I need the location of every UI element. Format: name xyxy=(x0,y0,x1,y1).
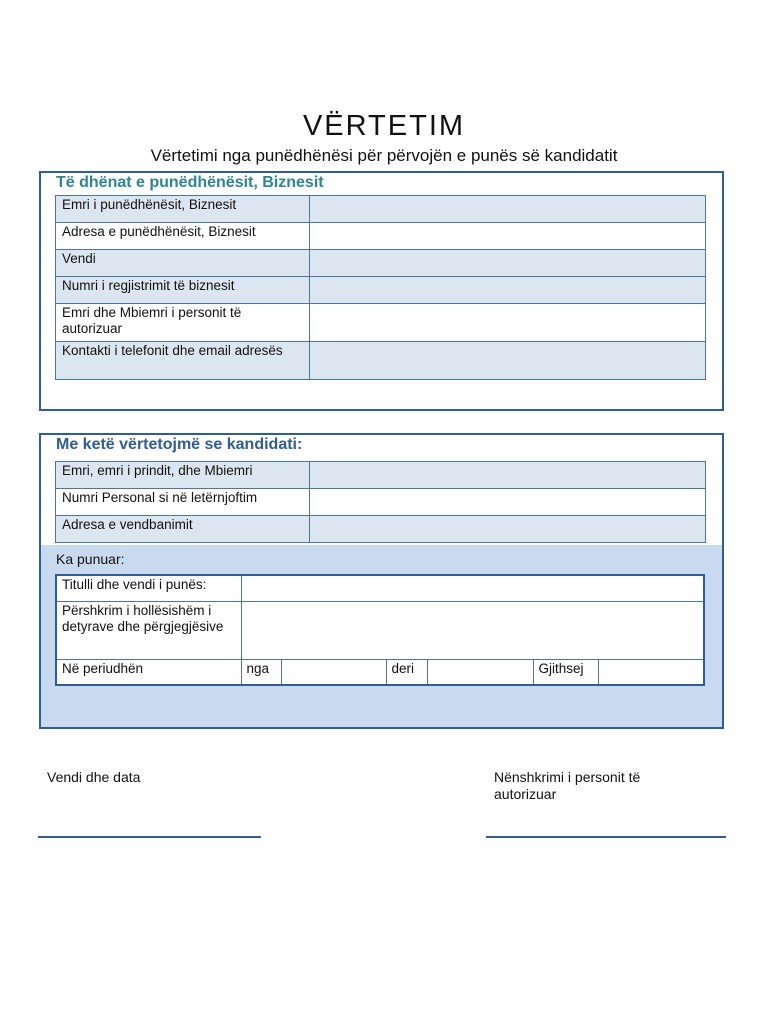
document-title: VËRTETIM xyxy=(302,110,466,142)
duties-description-label: Përshkrim i hollësishëm i detyrave dhe përgjegjësive xyxy=(56,601,241,659)
candidate-name-label: Emri, emri i prindit, dhe Mbiemri xyxy=(56,462,310,489)
place-date-line[interactable] xyxy=(38,836,261,838)
duties-description-field[interactable] xyxy=(241,601,704,659)
table-row xyxy=(56,250,706,277)
table-row xyxy=(56,575,704,601)
candidate-table xyxy=(55,461,706,543)
job-title-label: Titulli dhe vendi i punës: xyxy=(56,575,241,601)
total-label: Gjithsej xyxy=(533,659,598,685)
signature-line[interactable] xyxy=(486,836,726,838)
authorized-person-field[interactable] xyxy=(310,304,706,342)
place-label: Vendi xyxy=(56,250,310,277)
registration-number-field[interactable] xyxy=(310,277,706,304)
table-row xyxy=(56,223,706,250)
personal-number-field[interactable] xyxy=(310,489,706,516)
place-date-label: Vendi dhe data xyxy=(47,769,141,785)
worked-label: Ka punuar: xyxy=(56,551,125,567)
work-table xyxy=(55,574,705,686)
table-row xyxy=(56,659,704,685)
contact-label: Kontakti i telefonit dhe email adresës xyxy=(56,342,310,380)
place-field[interactable] xyxy=(310,250,706,277)
total-field[interactable] xyxy=(598,659,704,685)
table-row xyxy=(56,489,706,516)
employer-name-label: Emri i punëdhënësit, Biznesit xyxy=(56,196,310,223)
employer-name-field[interactable] xyxy=(310,196,706,223)
from-date-field[interactable] xyxy=(281,659,386,685)
table-row xyxy=(56,196,706,223)
authorized-person-label: Emri dhe Mbiemri i personit të autorizuar xyxy=(56,304,310,342)
personal-number-label: Numri Personal si në letërnjoftim xyxy=(56,489,310,516)
table-row xyxy=(56,304,706,342)
employer-address-field[interactable] xyxy=(310,223,706,250)
period-label: Në periudhën xyxy=(56,659,241,685)
contact-field[interactable] xyxy=(310,342,706,380)
table-row xyxy=(56,342,706,380)
candidate-section xyxy=(39,433,724,729)
employer-section-heading: Të dhënat e punëdhënësit, Biznesit xyxy=(56,174,324,191)
candidate-name-field[interactable] xyxy=(310,462,706,489)
employer-address-label: Adresa e punëdhënësit, Biznesit xyxy=(56,223,310,250)
from-label: nga xyxy=(241,659,281,685)
employer-section xyxy=(39,171,724,411)
table-row xyxy=(56,516,706,543)
to-label: deri xyxy=(386,659,427,685)
to-date-field[interactable] xyxy=(427,659,533,685)
table-row xyxy=(56,277,706,304)
document-subtitle: Vërtetimi nga punëdhënësi për përvojën e punës së kandidatit xyxy=(150,146,618,165)
residence-address-label: Adresa e vendbanimit xyxy=(56,516,310,543)
table-row xyxy=(56,462,706,489)
signature-label: Nënshkrimi i personit të autorizuar xyxy=(494,769,641,802)
registration-number-label: Numri i regjistrimit të biznesit xyxy=(56,277,310,304)
candidate-section-heading: Me ketë vërtetojmë se kandidati: xyxy=(56,436,303,453)
residence-address-field[interactable] xyxy=(310,516,706,543)
table-row xyxy=(56,601,704,659)
job-title-field[interactable] xyxy=(241,575,704,601)
employer-table xyxy=(55,195,706,380)
